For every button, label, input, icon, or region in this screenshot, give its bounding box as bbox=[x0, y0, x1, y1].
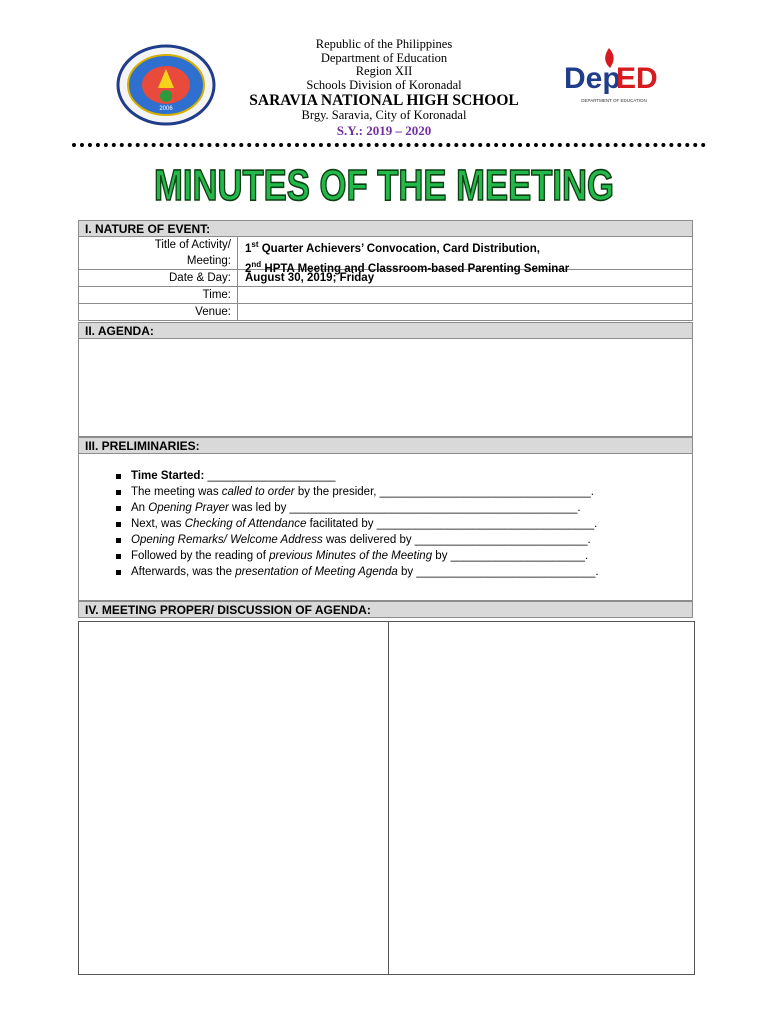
preliminary-item: Followed by the reading of previous Minutes of the Meeting by _____________________. bbox=[131, 548, 692, 564]
preliminary-item: Time Started: ____________________ bbox=[131, 468, 692, 484]
dotted-divider bbox=[72, 143, 706, 147]
letterhead bbox=[0, 38, 768, 138]
svg-text:ED: ED bbox=[616, 62, 658, 95]
preliminary-item: An Opening Prayer was led by _____________________________________________. bbox=[131, 500, 692, 516]
time-field[interactable] bbox=[238, 287, 692, 303]
title-activity-value[interactable]: 1st Quarter Achievers’ Convocation, Card Distribution, 2nd HPTA Meeting and Classroom-based Parenting Seminar bbox=[245, 240, 570, 275]
document-title bbox=[0, 158, 768, 213]
preliminary-item: The meeting was called to order by the presider, _________________________________. bbox=[131, 484, 692, 500]
svg-text:2006: 2006 bbox=[159, 106, 173, 112]
section-agenda-heading: II. AGENDA: bbox=[78, 322, 693, 339]
agenda-box[interactable] bbox=[78, 339, 693, 437]
svg-text:Dep: Dep bbox=[564, 62, 621, 95]
discussion-right-box[interactable] bbox=[389, 621, 695, 975]
preliminary-item: Next, was Checking of Attendance facilitated by __________________________________. bbox=[131, 516, 692, 532]
section-nature-heading: I. NATURE OF EVENT: bbox=[78, 220, 693, 237]
row-time: Time: bbox=[78, 287, 693, 304]
row-venue: Venue: bbox=[78, 304, 693, 321]
header-line-2: Department of Education bbox=[320, 50, 448, 65]
school-name: SARAVIA NATIONAL HIGH SCHOOL bbox=[249, 92, 519, 110]
school-year: S.Y.: 2019 – 2020 bbox=[336, 122, 432, 138]
header-line-3: Region XII bbox=[355, 64, 413, 79]
row-title-activity: Title of Activity/ Meeting: 1st Quarter Achievers’ Convocation, Card Distribution, 2nd HPTA Meeting and Classroom-based Parenting Seminar bbox=[78, 237, 693, 270]
date-value[interactable]: August 30, 2019; Friday bbox=[245, 272, 375, 284]
preliminaries-box bbox=[78, 454, 693, 601]
venue-field[interactable] bbox=[238, 304, 692, 320]
preliminaries-list bbox=[79, 454, 692, 580]
svg-text:MINUTES OF THE MEETING: MINUTES OF THE MEETING bbox=[154, 161, 614, 210]
discussion-columns bbox=[78, 621, 695, 975]
row-date: Date & Day: August 30, 2019; Friday bbox=[78, 270, 693, 287]
discussion-left-box[interactable] bbox=[78, 621, 389, 975]
header-line-1: Republic of the Philippines bbox=[315, 37, 453, 51]
section-preliminaries-heading: III. PRELIMINARIES: bbox=[78, 437, 693, 454]
school-address: Brgy. Saravia, City of Koronadal bbox=[301, 108, 467, 123]
minutes-form bbox=[78, 220, 693, 618]
preliminary-item: Opening Remarks/ Welcome Address was delivered by ___________________________. bbox=[131, 532, 692, 548]
header-line-4: Schools Division of Koronadal bbox=[306, 77, 462, 92]
section-proper-heading: IV. MEETING PROPER/ DISCUSSION OF AGENDA: bbox=[78, 601, 693, 618]
svg-text:DEPARTMENT OF EDUCATION: DEPARTMENT OF EDUCATION bbox=[581, 98, 647, 103]
preliminary-item: Afterwards, was the presentation of Meeting Agenda by ____________________________. bbox=[131, 564, 692, 580]
